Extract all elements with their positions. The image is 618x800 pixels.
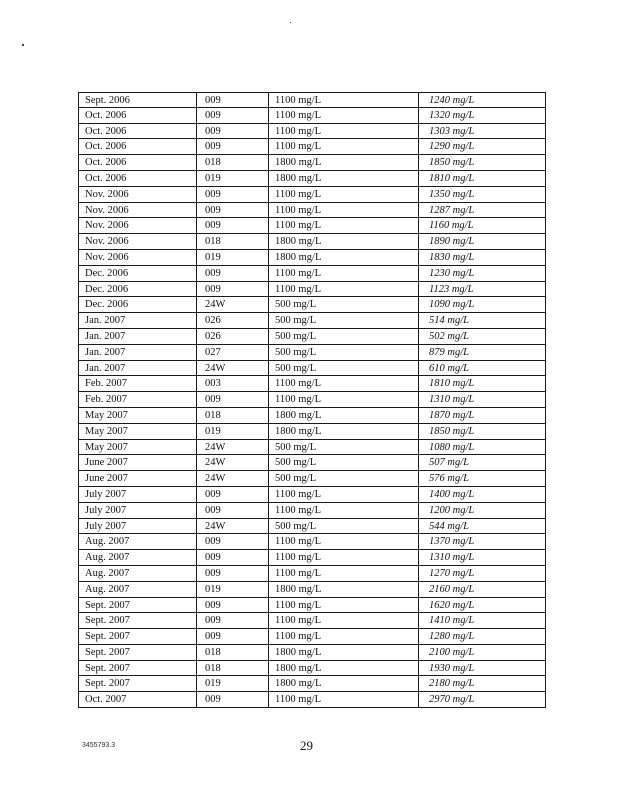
- limit-cell: 1800 mg/L: [268, 234, 418, 249]
- limit-cell: 500 mg/L: [268, 440, 418, 455]
- date-cell: Nov. 2006: [78, 203, 196, 218]
- outfall-cell: 019: [196, 676, 268, 691]
- table-row: [78, 534, 546, 550]
- table-row: [78, 203, 546, 219]
- date-cell: Dec. 2006: [78, 297, 196, 312]
- outfall-cell: 24W: [196, 361, 268, 376]
- table-row: [78, 313, 546, 329]
- limit-cell: 1800 mg/L: [268, 582, 418, 597]
- outfall-cell: 24W: [196, 471, 268, 486]
- result-cell: 1303 mg/L: [418, 124, 546, 139]
- outfall-cell: 026: [196, 313, 268, 328]
- limit-cell: 1800 mg/L: [268, 408, 418, 423]
- table-row: [78, 361, 546, 377]
- limit-cell: 1800 mg/L: [268, 676, 418, 691]
- date-cell: Sept. 2007: [78, 645, 196, 660]
- table-row: [78, 218, 546, 234]
- result-cell: 544 mg/L: [418, 519, 546, 534]
- limit-cell: 1800 mg/L: [268, 424, 418, 439]
- outfall-cell: 009: [196, 187, 268, 202]
- date-cell: Sept. 2007: [78, 598, 196, 613]
- result-cell: 1850 mg/L: [418, 155, 546, 170]
- outfall-cell: 019: [196, 250, 268, 265]
- date-cell: Dec. 2006: [78, 266, 196, 281]
- date-cell: Sept. 2007: [78, 629, 196, 644]
- table-row: [78, 345, 546, 361]
- date-cell: Aug. 2007: [78, 566, 196, 581]
- limit-cell: 1800 mg/L: [268, 250, 418, 265]
- date-cell: Feb. 2007: [78, 392, 196, 407]
- table-row: [78, 503, 546, 519]
- table-row: [78, 566, 546, 582]
- outfall-cell: 027: [196, 345, 268, 360]
- outfall-cell: 24W: [196, 519, 268, 534]
- outfall-cell: 009: [196, 550, 268, 565]
- result-cell: 1290 mg/L: [418, 139, 546, 154]
- page-number: 29: [300, 738, 313, 753]
- date-cell: July 2007: [78, 503, 196, 518]
- date-cell: July 2007: [78, 487, 196, 502]
- table-row: [78, 139, 546, 155]
- date-cell: Aug. 2007: [78, 534, 196, 549]
- outfall-cell: 009: [196, 392, 268, 407]
- result-cell: 1850 mg/L: [418, 424, 546, 439]
- table-row: [78, 250, 546, 266]
- date-cell: Jan. 2007: [78, 313, 196, 328]
- result-cell: 2160 mg/L: [418, 582, 546, 597]
- result-cell: 1160 mg/L: [418, 218, 546, 233]
- result-cell: 1240 mg/L: [418, 93, 546, 107]
- result-cell: 2100 mg/L: [418, 645, 546, 660]
- date-cell: Jan. 2007: [78, 345, 196, 360]
- limit-cell: 1100 mg/L: [268, 187, 418, 202]
- outfall-cell: 009: [196, 108, 268, 123]
- outfall-cell: 009: [196, 487, 268, 502]
- outfall-cell: 026: [196, 329, 268, 344]
- table-row: [78, 598, 546, 614]
- scan-speck: [22, 44, 24, 46]
- table-row: [78, 297, 546, 313]
- outfall-cell: 24W: [196, 297, 268, 312]
- limit-cell: 500 mg/L: [268, 297, 418, 312]
- result-cell: 1810 mg/L: [418, 376, 546, 391]
- result-cell: 1370 mg/L: [418, 534, 546, 549]
- date-cell: Nov. 2006: [78, 218, 196, 233]
- table-row: [78, 108, 546, 124]
- limit-cell: 500 mg/L: [268, 361, 418, 376]
- result-cell: 1810 mg/L: [418, 171, 546, 186]
- limit-cell: 500 mg/L: [268, 471, 418, 486]
- result-cell: 1090 mg/L: [418, 297, 546, 312]
- date-cell: Jan. 2007: [78, 329, 196, 344]
- outfall-cell: 009: [196, 124, 268, 139]
- result-cell: 2970 mg/L: [418, 692, 546, 707]
- table-row: [78, 455, 546, 471]
- table-row: [78, 519, 546, 535]
- outfall-cell: 009: [196, 282, 268, 297]
- table-row: [78, 629, 546, 645]
- result-cell: 1930 mg/L: [418, 661, 546, 676]
- limit-cell: 1100 mg/L: [268, 124, 418, 139]
- date-cell: Feb. 2007: [78, 376, 196, 391]
- result-cell: 514 mg/L: [418, 313, 546, 328]
- limit-cell: 500 mg/L: [268, 329, 418, 344]
- table-row: [78, 424, 546, 440]
- limit-cell: 500 mg/L: [268, 313, 418, 328]
- limit-cell: 1100 mg/L: [268, 392, 418, 407]
- result-cell: 1400 mg/L: [418, 487, 546, 502]
- limit-cell: 1100 mg/L: [268, 93, 418, 107]
- outfall-cell: 009: [196, 692, 268, 707]
- date-cell: Dec. 2006: [78, 282, 196, 297]
- outfall-cell: 009: [196, 534, 268, 549]
- limit-cell: 1100 mg/L: [268, 534, 418, 549]
- table-row: [78, 645, 546, 661]
- table-row: [78, 329, 546, 345]
- limit-cell: 1100 mg/L: [268, 266, 418, 281]
- table-row: [78, 282, 546, 298]
- table-row: [78, 171, 546, 187]
- result-cell: 1270 mg/L: [418, 566, 546, 581]
- limit-cell: 1100 mg/L: [268, 629, 418, 644]
- result-cell: 1890 mg/L: [418, 234, 546, 249]
- date-cell: Nov. 2006: [78, 187, 196, 202]
- limit-cell: 1100 mg/L: [268, 550, 418, 565]
- result-cell: 1870 mg/L: [418, 408, 546, 423]
- table-row: [78, 692, 546, 708]
- outfall-cell: 009: [196, 566, 268, 581]
- outfall-cell: 018: [196, 155, 268, 170]
- result-cell: 1410 mg/L: [418, 613, 546, 628]
- table-row: [78, 234, 546, 250]
- result-cell: 2180 mg/L: [418, 676, 546, 691]
- outfall-cell: 009: [196, 613, 268, 628]
- table-row: [78, 155, 546, 171]
- result-cell: 1123 mg/L: [418, 282, 546, 297]
- table-row: [78, 124, 546, 140]
- result-cell: 1230 mg/L: [418, 266, 546, 281]
- limit-cell: 1100 mg/L: [268, 487, 418, 502]
- result-cell: 1310 mg/L: [418, 550, 546, 565]
- limit-cell: 500 mg/L: [268, 455, 418, 470]
- result-cell: 879 mg/L: [418, 345, 546, 360]
- outfall-cell: 018: [196, 661, 268, 676]
- outfall-cell: 019: [196, 582, 268, 597]
- result-cell: 1200 mg/L: [418, 503, 546, 518]
- result-cell: 1320 mg/L: [418, 108, 546, 123]
- date-cell: June 2007: [78, 455, 196, 470]
- table-row: [78, 471, 546, 487]
- result-cell: 502 mg/L: [418, 329, 546, 344]
- date-cell: May 2007: [78, 408, 196, 423]
- date-cell: May 2007: [78, 424, 196, 439]
- date-cell: Aug. 2007: [78, 550, 196, 565]
- limit-cell: 1800 mg/L: [268, 645, 418, 660]
- limit-cell: 500 mg/L: [268, 519, 418, 534]
- table-row: [78, 676, 546, 692]
- date-cell: Sept. 2006: [78, 93, 196, 107]
- date-cell: Nov. 2006: [78, 250, 196, 265]
- limit-cell: 1800 mg/L: [268, 155, 418, 170]
- date-cell: Jan. 2007: [78, 361, 196, 376]
- table-row: [78, 582, 546, 598]
- date-cell: Sept. 2007: [78, 676, 196, 691]
- limit-cell: 1100 mg/L: [268, 108, 418, 123]
- date-cell: May 2007: [78, 440, 196, 455]
- result-cell: 1350 mg/L: [418, 187, 546, 202]
- outfall-cell: 24W: [196, 440, 268, 455]
- limit-cell: 1100 mg/L: [268, 203, 418, 218]
- result-cell: 507 mg/L: [418, 455, 546, 470]
- date-cell: Aug. 2007: [78, 582, 196, 597]
- table-row: [78, 440, 546, 456]
- table-row: [78, 661, 546, 677]
- limit-cell: 1100 mg/L: [268, 282, 418, 297]
- date-cell: July 2007: [78, 519, 196, 534]
- limit-cell: 1100 mg/L: [268, 139, 418, 154]
- limit-cell: 1800 mg/L: [268, 171, 418, 186]
- date-cell: Oct. 2006: [78, 139, 196, 154]
- outfall-cell: 019: [196, 424, 268, 439]
- table-row: [78, 376, 546, 392]
- outfall-cell: 009: [196, 218, 268, 233]
- limit-cell: 1100 mg/L: [268, 376, 418, 391]
- date-cell: June 2007: [78, 471, 196, 486]
- date-cell: Oct. 2006: [78, 108, 196, 123]
- outfall-cell: 24W: [196, 455, 268, 470]
- result-cell: 1830 mg/L: [418, 250, 546, 265]
- result-cell: 576 mg/L: [418, 471, 546, 486]
- table-row: [78, 550, 546, 566]
- date-cell: Oct. 2006: [78, 124, 196, 139]
- result-cell: 610 mg/L: [418, 361, 546, 376]
- limit-cell: 1100 mg/L: [268, 503, 418, 518]
- limit-cell: 500 mg/L: [268, 345, 418, 360]
- table-row: [78, 187, 546, 203]
- result-cell: 1280 mg/L: [418, 629, 546, 644]
- outfall-cell: 009: [196, 203, 268, 218]
- date-cell: Oct. 2006: [78, 171, 196, 186]
- outfall-cell: 003: [196, 376, 268, 391]
- limit-cell: 1800 mg/L: [268, 661, 418, 676]
- outfall-cell: 018: [196, 234, 268, 249]
- result-cell: 1310 mg/L: [418, 392, 546, 407]
- limit-cell: 1100 mg/L: [268, 692, 418, 707]
- limit-cell: 1100 mg/L: [268, 218, 418, 233]
- table-row: [78, 408, 546, 424]
- date-cell: Oct. 2006: [78, 155, 196, 170]
- limit-cell: 1100 mg/L: [268, 566, 418, 581]
- outfall-cell: 009: [196, 629, 268, 644]
- table-row: [78, 392, 546, 408]
- result-cell: 1620 mg/L: [418, 598, 546, 613]
- exceedance-table: [78, 92, 546, 708]
- result-cell: 1080 mg/L: [418, 440, 546, 455]
- table-row: [78, 92, 546, 108]
- outfall-cell: 019: [196, 171, 268, 186]
- outfall-cell: 009: [196, 598, 268, 613]
- table-row: [78, 266, 546, 282]
- limit-cell: 1100 mg/L: [268, 598, 418, 613]
- outfall-cell: 009: [196, 93, 268, 107]
- date-cell: Sept. 2007: [78, 613, 196, 628]
- outfall-cell: 018: [196, 645, 268, 660]
- date-cell: Nov. 2006: [78, 234, 196, 249]
- outfall-cell: 018: [196, 408, 268, 423]
- limit-cell: 1100 mg/L: [268, 613, 418, 628]
- outfall-cell: 009: [196, 266, 268, 281]
- outfall-cell: 009: [196, 503, 268, 518]
- document-id: 3455793.3: [82, 742, 116, 749]
- outfall-cell: 009: [196, 139, 268, 154]
- scan-speck: [290, 22, 291, 23]
- table-row: [78, 487, 546, 503]
- table-row: [78, 613, 546, 629]
- result-cell: 1287 mg/L: [418, 203, 546, 218]
- date-cell: Oct. 2007: [78, 692, 196, 707]
- date-cell: Sept. 2007: [78, 661, 196, 676]
